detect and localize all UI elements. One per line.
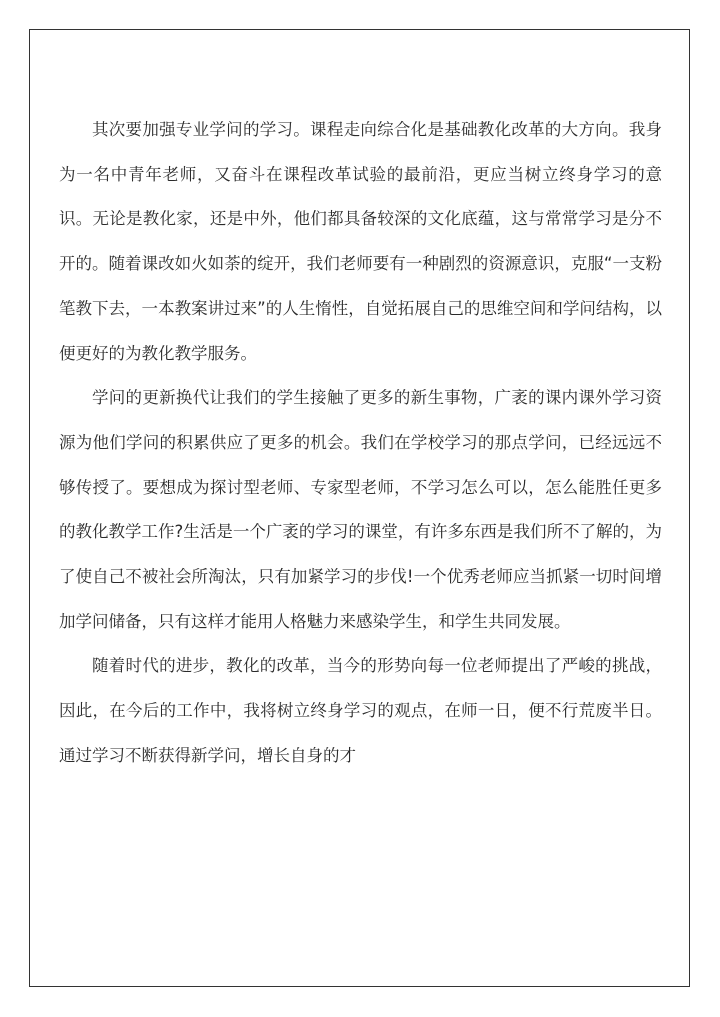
paragraph-3: 随着时代的进步，教化的改革，当今的形势向每一位老师提出了严峻的挑战，因此，在今后的工作中，我将树立终身学习的观点，在师一日，便不行荒废半日。通过学习不断获得新学问，增长自身的才 bbox=[59, 656, 662, 765]
paragraph-2: 学问的更新换代让我们的学生接触了更多的新生事物，广袤的课内课外学习资源为他们学问的积累供应了更多的机会。我们在学校学习的那点学问，已经远远不够传授了。要想成为探讨型老师、专家型老师，不学习怎么可以，怎么能胜任更多的教化教学工作?生活是一个广袤的学习的课堂，有许多东西是我们所不了解的，为了使自己不被社会所淘汰，只有加紧学习的步伐!一个优秀老师应当抓紧一切时间增加学问储备，只有这样才能用人格魅力来感染学生，和学生共同发展。 bbox=[59, 388, 662, 631]
document-body bbox=[59, 108, 662, 779]
paragraph-1: 其次要加强专业学问的学习。课程走向综合化是基础教化改革的大方向。我身为一名中青年老师，又奋斗在课程改革试验的最前沿，更应当树立终身学习的意识。无论是教化家，还是中外，他们都具备较深的文化底蕴，这与常常学习是分不开的。随着课改如火如荼的绽开，我们老师要有一种剧烈的资源意识，克服“一支粉笔教下去，一本教案讲过来”的人生惰性，自觉拓展自己的思维空间和学问结构，以便更好的为教化教学服务。 bbox=[59, 120, 662, 363]
